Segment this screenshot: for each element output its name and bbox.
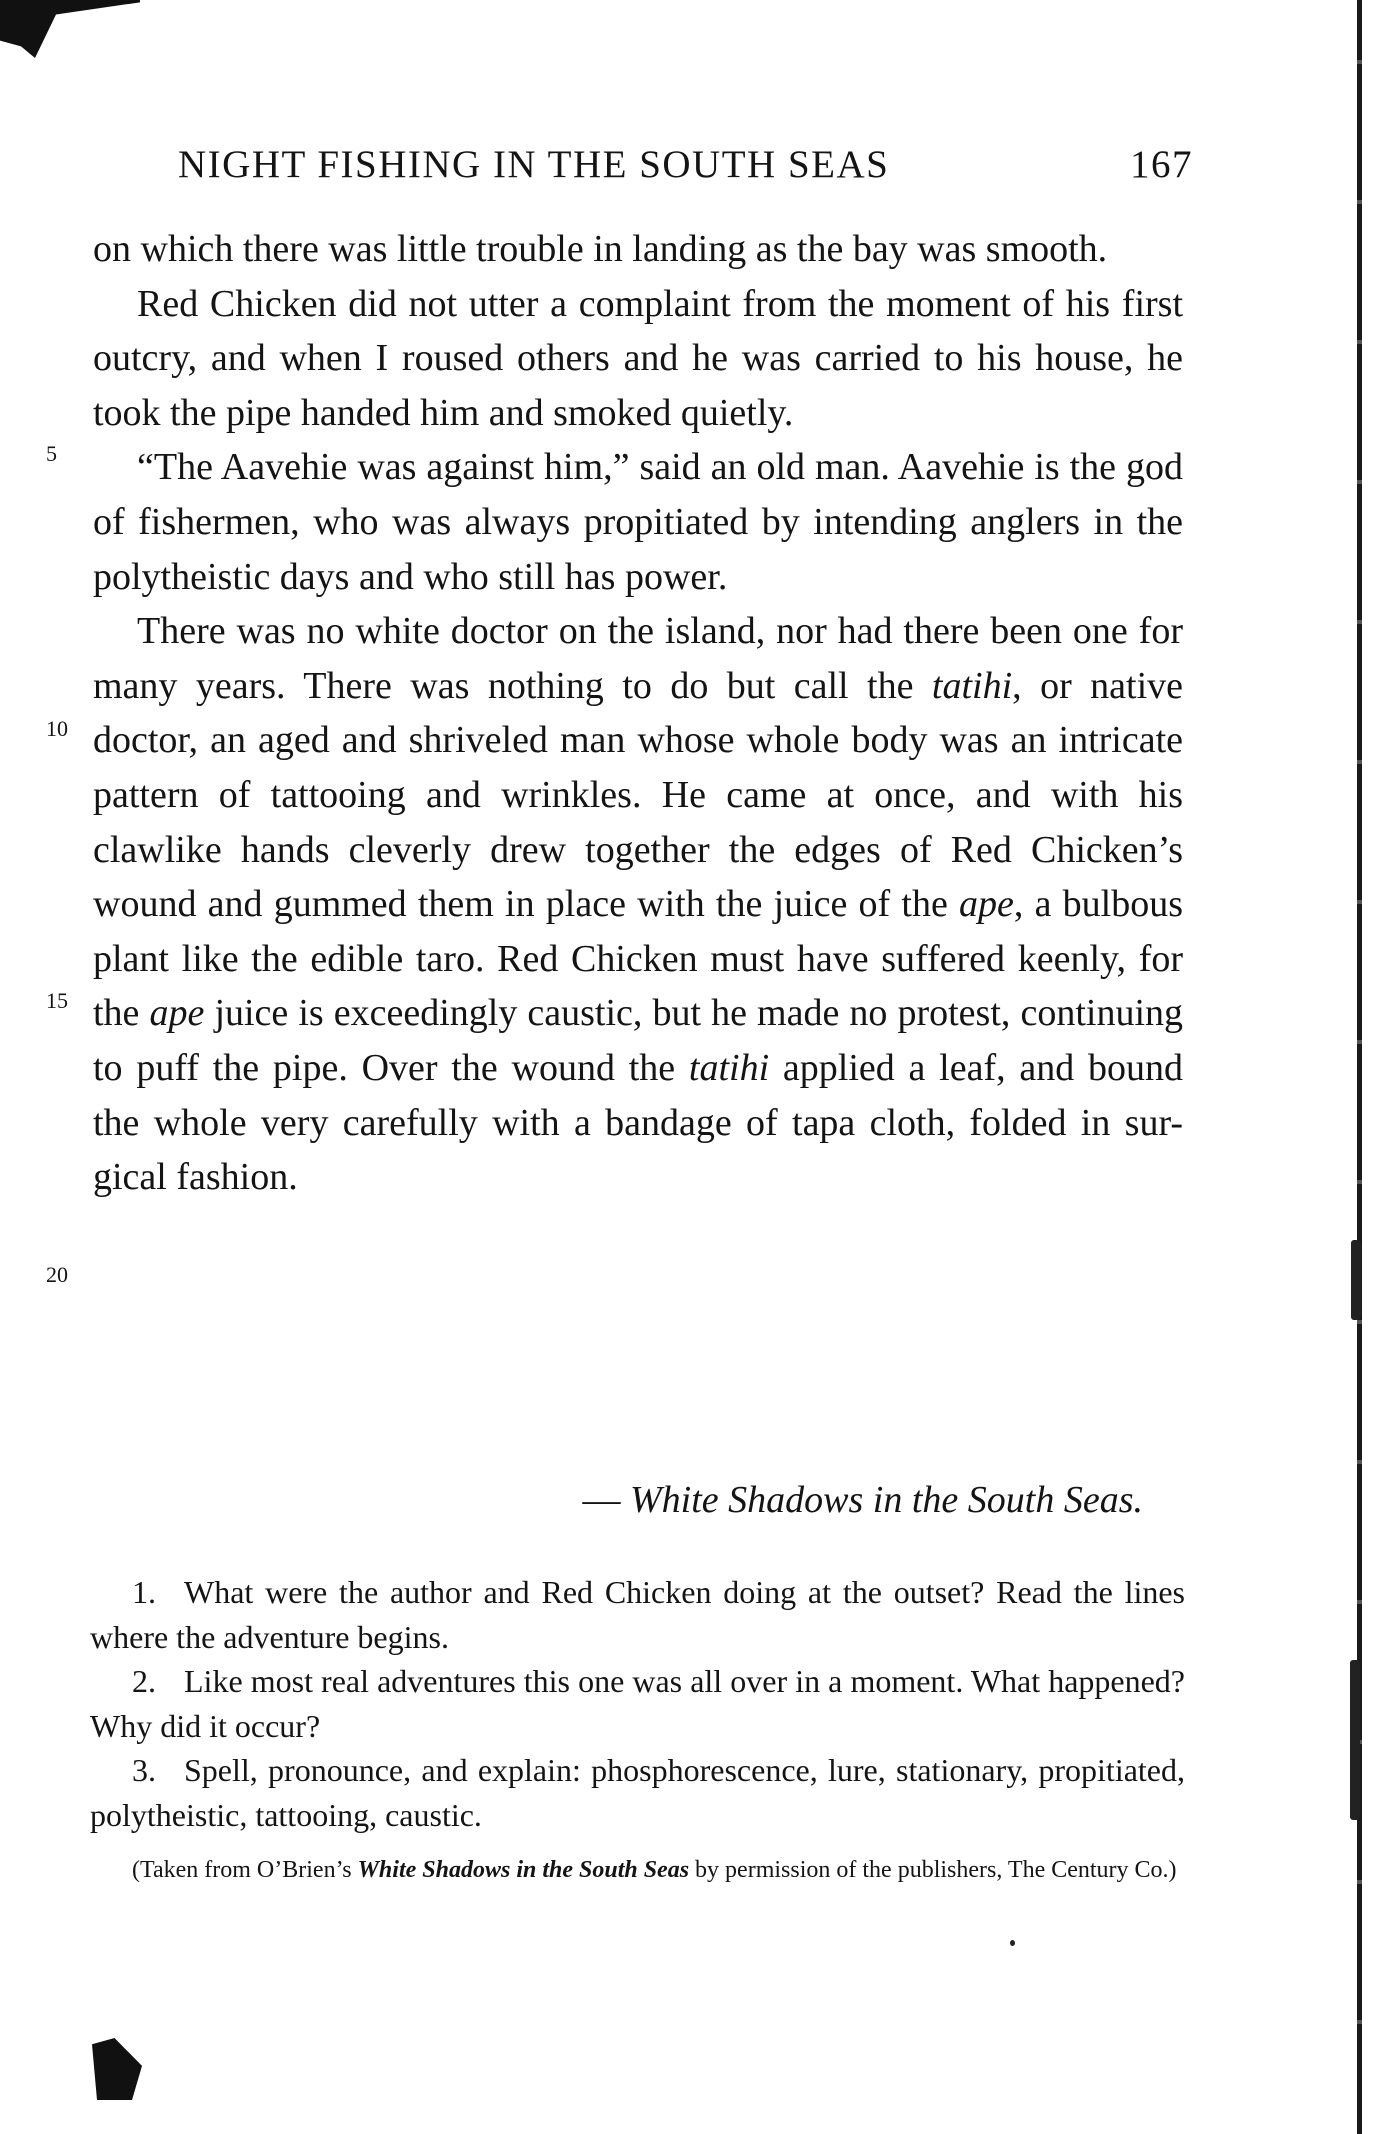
credit-footnote: (Taken from O’Brien’s White Shadows in the South Seas by permission of the publishers, The Century Co.) — [132, 1857, 1177, 1883]
paragraph: “The Aavehie was against him,” said an old man. Aavehie is the god of fishermen, who was always propitiated by intending anglers in the polytheistic days and who still has power. — [93, 446, 1184, 598]
page-number: 167 — [1130, 143, 1193, 186]
scan-corner-mark — [0, 0, 140, 58]
line-number: 20 — [46, 1262, 68, 1287]
study-questions — [90, 1570, 1185, 1837]
body-text — [93, 222, 1183, 1205]
running-header — [178, 142, 1193, 192]
paragraph: Red Chicken did not utter a complaint from the moment of his first outcry, and when I roused others and he was carried to his house, he took the pipe handed him and smoked quietly. — [93, 282, 1184, 434]
question: 1. What were the author and Red Chicken doing at the outset? Read the lines where the adventure begins. — [90, 1574, 1185, 1655]
line-number: 5 — [46, 441, 57, 466]
question: 3. Spell, pronounce, and explain: phosphorescence, lure, stationary, propitiated, polytheistic, tattooing, caustic. — [90, 1752, 1185, 1833]
scan-speck — [1010, 1940, 1015, 1946]
scan-bottom-mark — [92, 2038, 142, 2100]
paragraph: on which there was little trouble in landing as the bay was smooth. — [93, 228, 1108, 270]
paragraph: There was no white doctor on the island, nor had there been one for many years. There was nothing to do but call the tatihi, or native doctor, an aged and shriveled man whose whole body was an intricate pattern of tattooing and wrinkles. He came at once, and with his clawlike hands cleverly drew together the edges of Red Chicken’s wound and gummed them in place with the juice of the ape, a bulbous plant like the edible taro. Red Chicken must have suffered keenly, for the ape juice is exceedingly caustic, but he made no protest, continuing to puff the pipe. Over the wound the tatihi applied a leaf, and bound the whole very carefully with a bandage of tapa cloth, folded in sur-gical fashion. — [93, 610, 1184, 1199]
scan-edge-blot — [1350, 1660, 1360, 1820]
line-number: 15 — [46, 988, 68, 1013]
question: 2. Like most real adventures this one was all over in a moment. What happened? Why did it occur? — [90, 1663, 1185, 1744]
source-attribution: — White Shadows in the South Seas. — [582, 1479, 1143, 1521]
source-title: White Shadows in the South Seas. — [630, 1479, 1143, 1521]
line-number: 10 — [46, 716, 68, 741]
running-title: NIGHT FISHING IN THE SOUTH SEAS — [178, 143, 890, 186]
scan-edge-blot — [1351, 1240, 1361, 1320]
